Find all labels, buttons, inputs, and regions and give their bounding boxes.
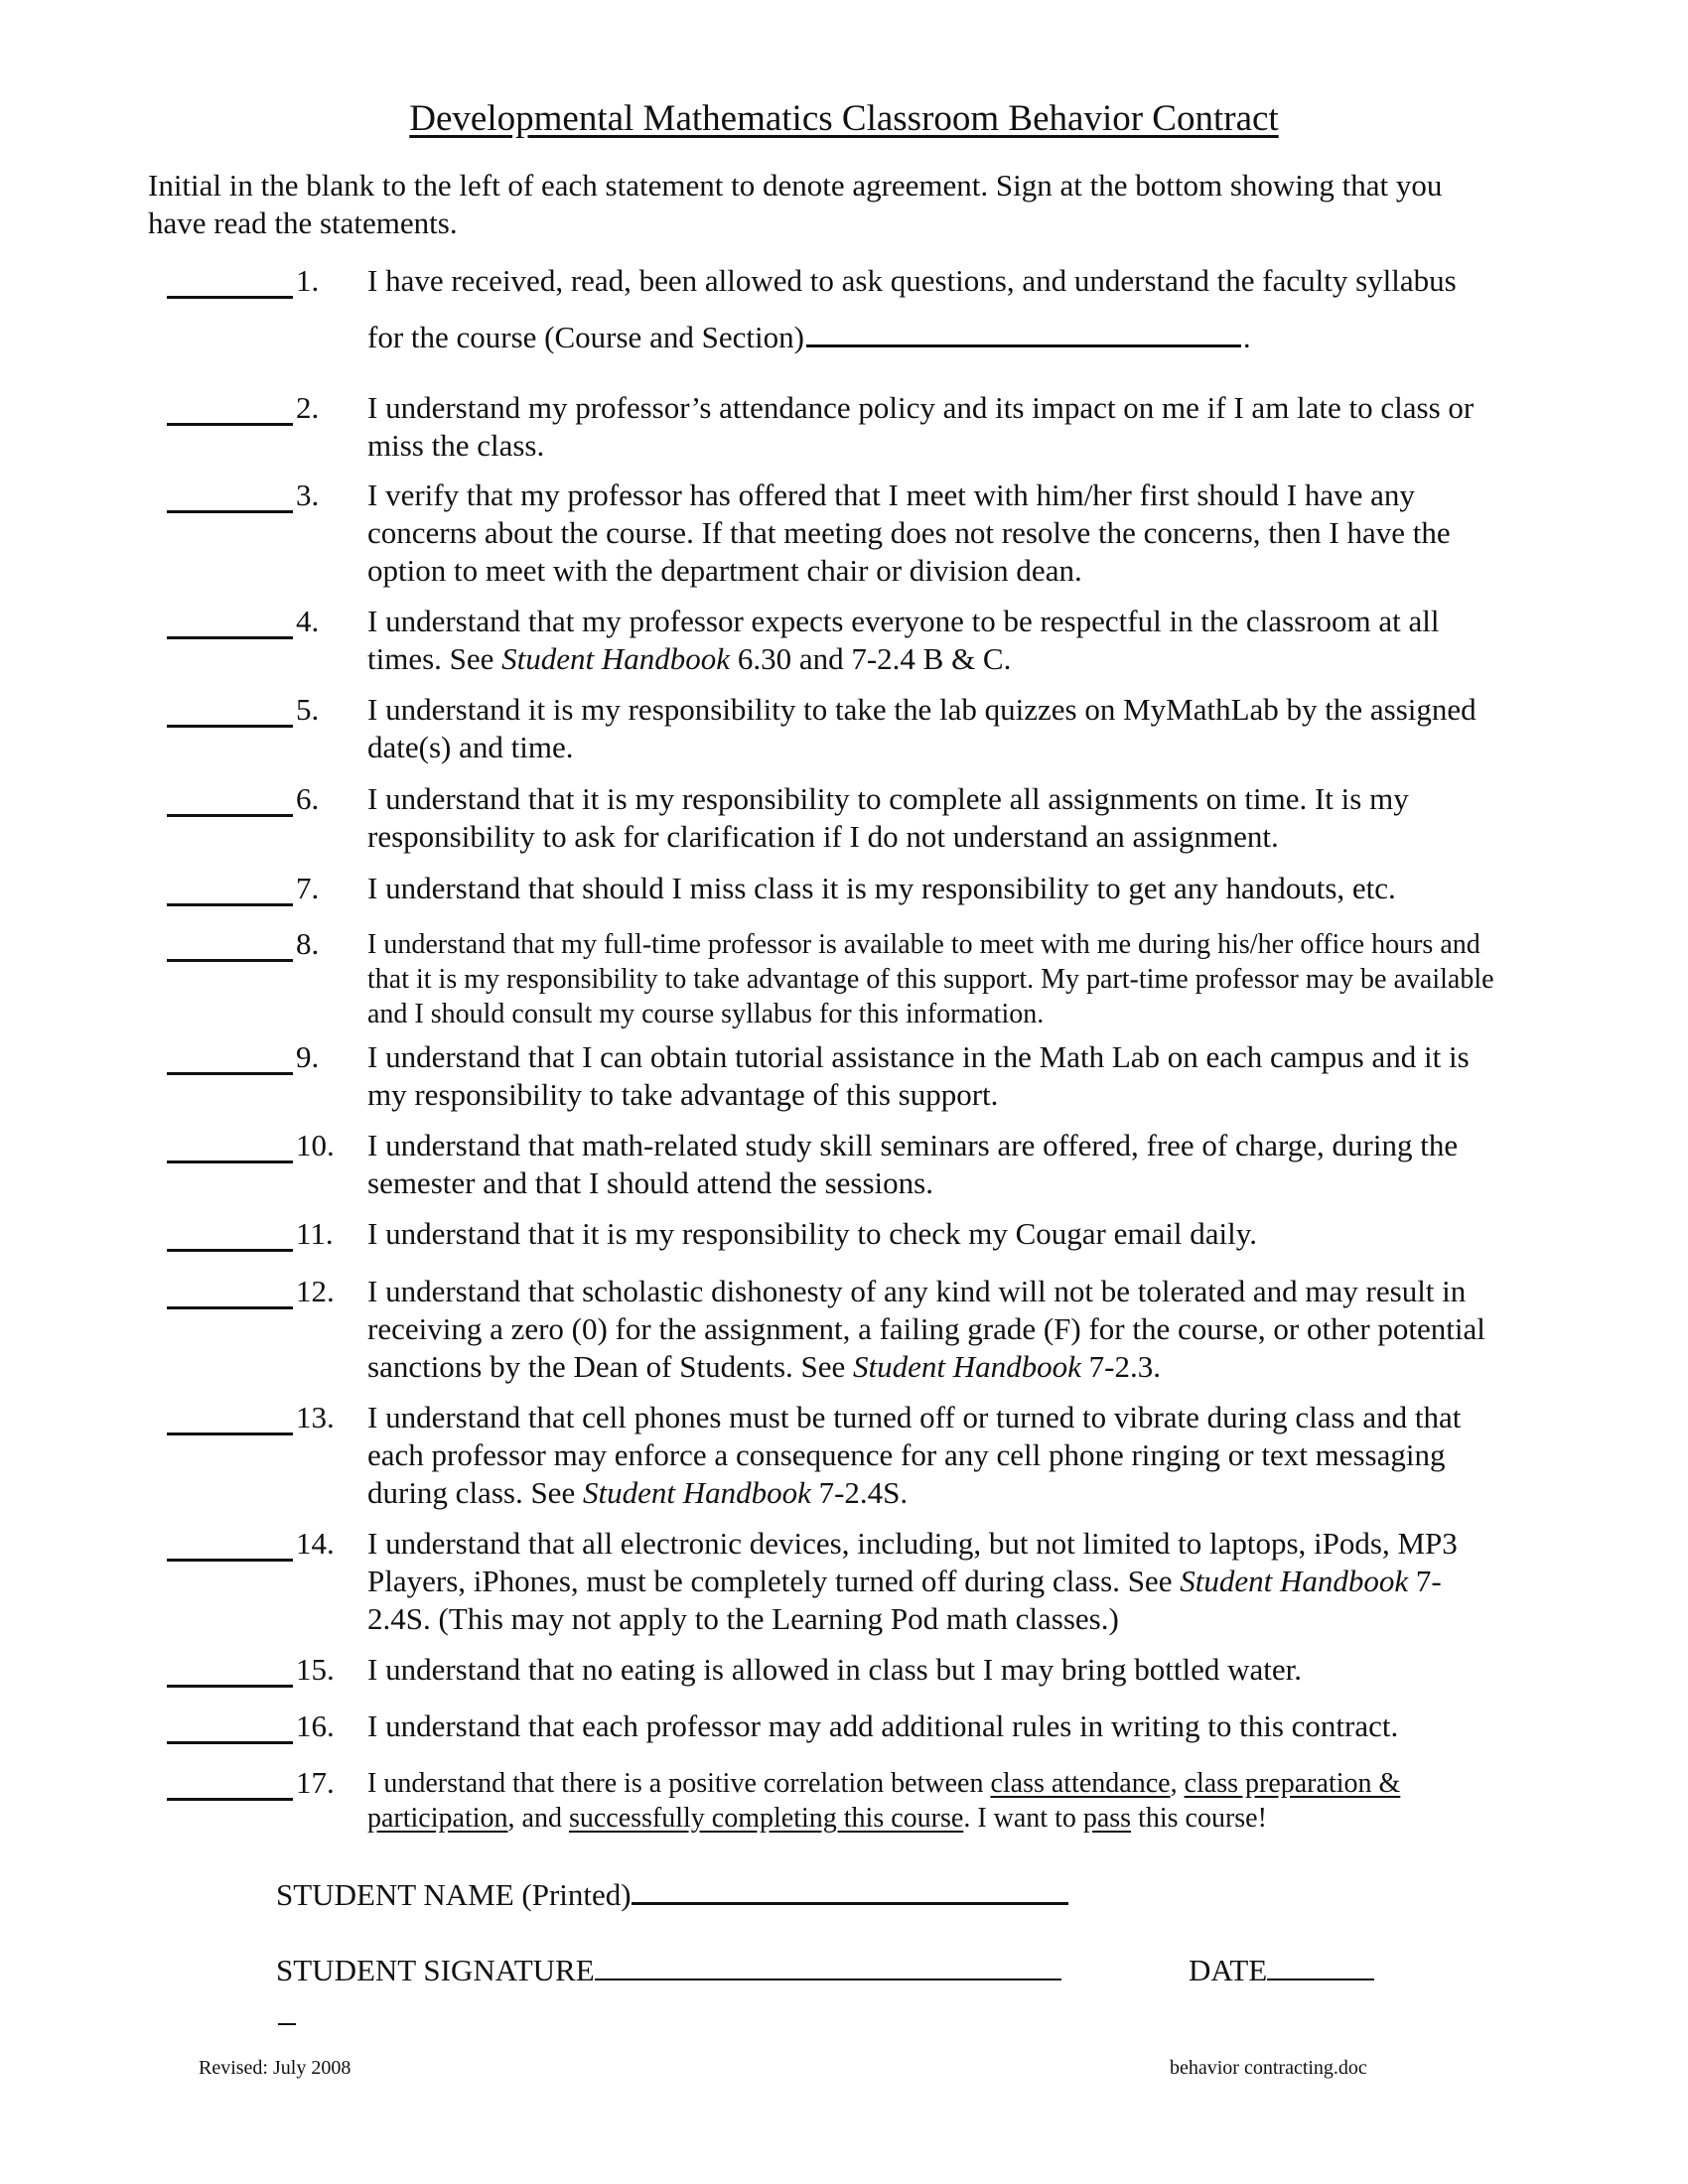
student-signature-label: STUDENT SIGNATURE	[276, 1953, 595, 1987]
stray-dash	[278, 2023, 296, 2025]
statement-text: I understand it is my responsibility to take the lab quizzes on MyMathLab by the assigned date(s) and time.	[367, 692, 1477, 764]
document-title: Developmental Mathematics Classroom Behavior Contract	[409, 98, 1279, 139]
statement-text: I understand that should I miss class it is my responsibility to get any handouts, etc.	[367, 871, 1396, 905]
footer-revised: Revised: July 2008	[199, 2057, 352, 2079]
statement-number: 1.	[296, 263, 320, 298]
instructions-paragraph: Initial in the blank to the left of each statement to denote agreement. Sign at the bottom showing that you have read the statements.	[148, 168, 1443, 240]
student-name-row	[276, 1876, 1068, 1914]
statement-text: I understand that I can obtain tutorial assistance in the Math Lab on each campus and it is my responsibility to take advantage of this support.	[367, 1039, 1470, 1112]
statement-text: I understand my professor’s attendance policy and its impact on me if I am late to class or miss the class.	[367, 390, 1475, 463]
statement-number: 13.	[296, 1400, 335, 1434]
initial-blank[interactable]	[167, 423, 293, 426]
initial-blank[interactable]	[167, 1741, 293, 1744]
date-label: DATE	[1189, 1953, 1268, 1987]
initial-blank[interactable]	[167, 903, 293, 906]
statement-number: 8.	[296, 926, 320, 961]
initial-blank[interactable]	[167, 1559, 293, 1562]
initial-blank[interactable]	[167, 1798, 293, 1801]
date-field[interactable]	[1267, 1979, 1374, 1980]
statement-text: I understand that each professor may add additional rules in writing to this contract.	[367, 1708, 1399, 1743]
initial-blank[interactable]	[167, 296, 293, 299]
statement-text: I understand that scholastic dishonesty of any kind will not be tolerated and may result in receiving a zero (0) for the assignment, a failing grade (F) for the course, or other potential sanctions by the Dean of Students. See Student Handbook 7-2.3.	[367, 1274, 1485, 1384]
student-name-field[interactable]	[632, 1902, 1068, 1905]
statement-number: 4.	[296, 604, 320, 638]
initial-blank[interactable]	[167, 1306, 293, 1309]
student-signature-row	[276, 1952, 1061, 1989]
statement-number: 16.	[296, 1708, 335, 1743]
initial-blank[interactable]	[167, 1433, 293, 1435]
statement-number: 17.	[296, 1765, 335, 1800]
statement-text: I understand that cell phones must be turned off or turned to vibrate during class and that each professor may enforce a consequence for any cell phone ringing or text messaging during class. See Student Handbook 7-2.4S.	[367, 1400, 1462, 1510]
initial-blank[interactable]	[167, 725, 293, 728]
footer-filename: behavior contracting.doc	[1170, 2057, 1367, 2079]
student-signature-field[interactable]	[595, 1979, 1061, 1980]
statement-number: 9.	[296, 1039, 320, 1074]
statement-text: I understand that no eating is allowed in class but I may bring bottled water.	[367, 1652, 1302, 1687]
initial-blank[interactable]	[167, 636, 293, 639]
statement-number: 6.	[296, 781, 320, 816]
date-row	[1189, 1952, 1374, 1989]
statement-number: 3.	[296, 478, 320, 512]
statement-number: 12.	[296, 1274, 335, 1308]
initial-blank[interactable]	[167, 1072, 293, 1075]
statement-number: 2.	[296, 390, 320, 425]
statement-text: I understand that there is a positive correlation between class attendance, class preparation & participation, and successfully completing this course. I want to pass this course!	[367, 1768, 1401, 1834]
statement-text: I understand that it is my responsibility to check my Cougar email daily.	[367, 1216, 1257, 1251]
statement-text: I understand that math-related study skill seminars are offered, free of charge, during the semester and that I should attend the sessions.	[367, 1128, 1459, 1200]
initial-blank[interactable]	[167, 510, 293, 513]
statement-number: 5.	[296, 692, 320, 727]
course-section-blank[interactable]	[806, 344, 1241, 347]
statement-text: I understand that all electronic devices, including, but not limited to laptops, iPods, MP3 Players, iPhones, must be completely turned off during class. See Student Handbook 7-2.4S. (This may not apply to the Learning Pod math classes.)	[367, 1526, 1458, 1636]
statement-text: I understand that it is my responsibility to complete all assignments on time. It is my responsibility to ask for clarification if I do not understand an assignment.	[367, 781, 1409, 854]
statement-number: 11.	[296, 1216, 334, 1251]
initial-blank[interactable]	[167, 1160, 293, 1163]
initial-blank[interactable]	[167, 959, 293, 962]
statement-text: I understand that my full-time professor is available to meet with me during his/her office hours and that it is my responsibility to take advantage of this support. My part-time professor may be available and I should consult my course syllabus for this information.	[367, 929, 1494, 1029]
initial-blank[interactable]	[167, 814, 293, 817]
initial-blank[interactable]	[167, 1249, 293, 1252]
student-name-label: STUDENT NAME (Printed)	[276, 1877, 632, 1912]
statement-text: I verify that my professor has offered that I meet with him/her first should I have any concerns about the course. If that meeting does not resolve the concerns, then I have the option to meet with the department chair or division dean.	[367, 478, 1451, 588]
statement-number: 10.	[296, 1128, 335, 1162]
statement-number: 15.	[296, 1652, 335, 1687]
statement-text: I understand that my professor expects everyone to be respectful in the classroom at all times. See Student Handbook 6.30 and 7-2.4 B & C.	[367, 604, 1440, 676]
statement-number: 14.	[296, 1526, 335, 1561]
statement-number: 7.	[296, 871, 320, 905]
statement-text: I have received, read, been allowed to ask questions, and understand the faculty syllabus for the course (Course and Section) .	[367, 263, 1457, 354]
initial-blank[interactable]	[167, 1685, 293, 1688]
